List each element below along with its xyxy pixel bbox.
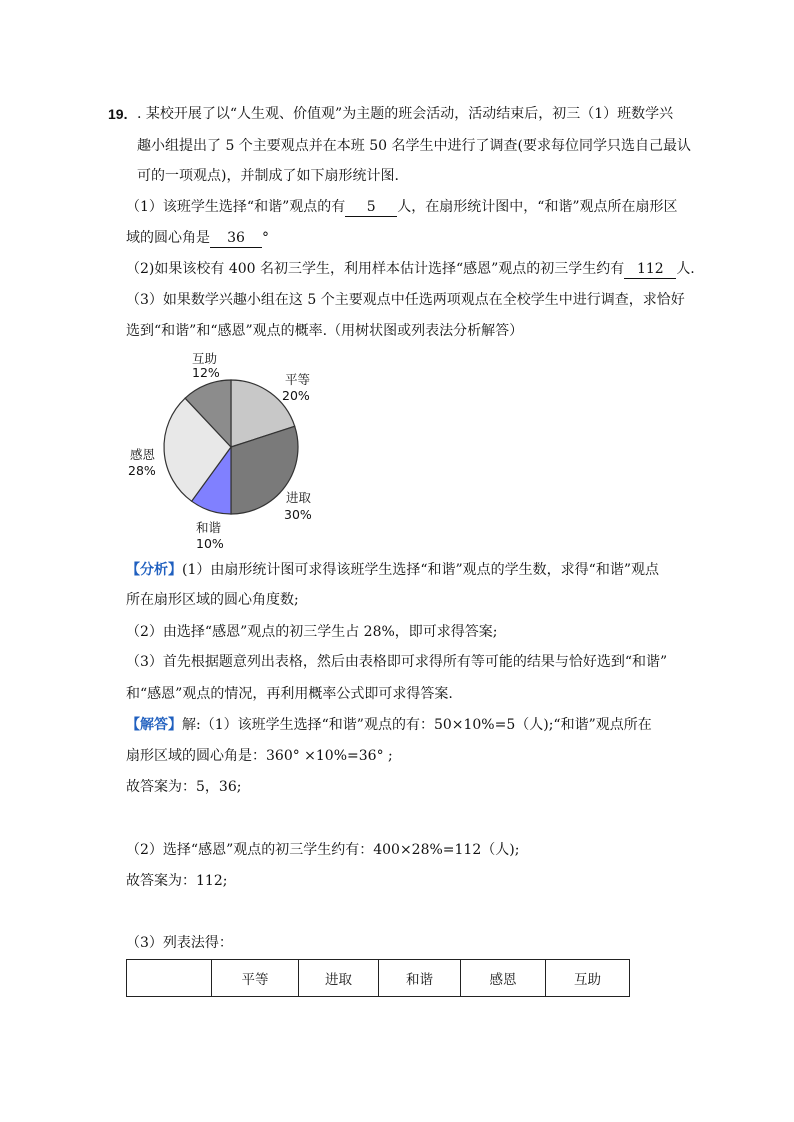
label-hexie-percent: 10%	[196, 536, 224, 551]
table-header-cell: 感恩	[461, 960, 546, 997]
part-2-text-a: （2)如果该校有 400 名初三学生，利用样本估计选择“感恩”观点的初三学生约有	[126, 261, 625, 277]
question-stem-line-3: 可的一项观点)，并制成了如下扇形统计图.	[137, 168, 399, 184]
label-hexie-name: 和谐	[196, 520, 222, 535]
part-2-text-b: 人.	[676, 261, 695, 277]
part-2-line	[126, 259, 695, 279]
part-1-line-2	[126, 228, 269, 248]
analysis-line-2: 所在扇形区域的圆心角度数;	[126, 592, 299, 608]
table-header-cell: 平等	[212, 960, 299, 997]
analysis-line-4: （3）首先根据题意列出表格，然后由表格即可求得所有等可能的结果与恰好选到“和谐”	[126, 654, 668, 670]
part-3-line-2: 选到“和谐”和“感恩”观点的概率.（用树状图或列表法分析解答）	[126, 323, 524, 339]
solution-text-1: 解:（1）该班学生选择“和谐”观点的有：50×10%=5（人);“和谐”观点所在	[182, 717, 652, 733]
analysis-text-1: (1）由扇形统计图可求得该班学生选择“和谐”观点的学生数，求得“和谐”观点	[182, 562, 659, 578]
part-1-line-1	[126, 197, 678, 217]
question-number: 19.	[108, 106, 128, 122]
answer-blank-3: 112	[624, 260, 676, 279]
part-1-text-a: （1）该班学生选择“和谐”观点的有	[126, 199, 346, 215]
solution-line-6: （3）列表法得：	[126, 935, 233, 951]
label-huzhu-name: 互助	[192, 351, 218, 366]
analysis-line-3: （2）由选择“感恩”观点的初三学生占 28%，即可求得答案;	[126, 624, 498, 640]
table-header-cell: 和谐	[379, 960, 461, 997]
table-header-cell: 进取	[299, 960, 379, 997]
answer-blank-1: 5	[345, 198, 397, 217]
analysis-tag: 【分析】	[126, 562, 182, 578]
table-row	[127, 960, 630, 997]
table-header-cell: 互助	[546, 960, 630, 997]
label-jinqu-percent: 30%	[284, 507, 312, 522]
part-3-line-1: （3）如果数学兴趣小组在这 5 个主要观点中任选两项观点在全校学生中进行调查，求恰好	[126, 292, 685, 308]
label-pingdeng-percent: 20%	[282, 388, 310, 403]
question-stem-line-2: 趣小组提出了 5 个主要观点并在本班 50 名学生中进行了调查(要求每位同学只选自己最认	[137, 138, 691, 154]
solution-tag: 【解答】	[126, 717, 182, 733]
part-1-text-b: 人，在扇形统计图中，“和谐”观点所在扇形区	[397, 199, 678, 215]
solution-line-5: 故答案为：112;	[126, 873, 228, 889]
solution-line-3: 故答案为：5，36;	[126, 779, 242, 795]
question-stem-line-1: . 某校开展了以“人生观、价值观”为主题的班会活动，活动结束后，初三（1）班数学兴	[137, 106, 674, 122]
pie-chart	[120, 345, 340, 555]
solution-line-1	[126, 715, 652, 735]
solution-line-2: 扇形区域的圆心角是：360° ×10%=36° ;	[126, 748, 393, 764]
analysis-line-1	[126, 560, 659, 580]
part-1-text-d: °	[262, 230, 269, 246]
options-table	[126, 959, 630, 997]
table-header-cell	[127, 960, 212, 997]
analysis-line-5: 和“感恩”观点的情况，再利用概率公式即可求得答案.	[126, 686, 453, 702]
label-ganen-percent: 28%	[128, 463, 156, 478]
part-1-text-c: 域的圆心角是	[126, 230, 210, 246]
label-ganen-name: 感恩	[130, 447, 156, 462]
label-huzhu-percent: 12%	[192, 365, 220, 380]
answer-blank-2: 36	[210, 229, 262, 248]
solution-line-4: （2）选择“感恩”观点的初三学生约有：400×28%=112（人);	[126, 842, 520, 858]
label-pingdeng-name: 平等	[285, 372, 311, 387]
label-jinqu-name: 进取	[286, 490, 312, 505]
